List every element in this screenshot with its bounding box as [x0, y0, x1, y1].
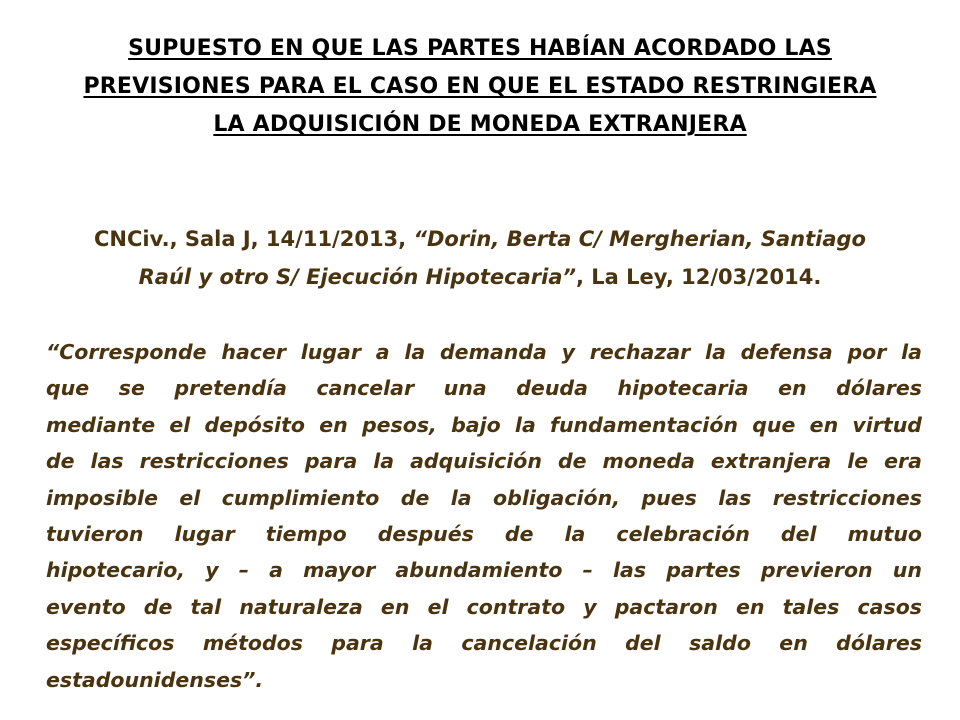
title-line-3: LA ADQUISICIÓN DE MONEDA EXTRANJERA	[213, 112, 747, 137]
ruling-quote	[46, 334, 922, 698]
quote-line-10: estadounidenses”.	[46, 667, 264, 692]
quote-line-2: que se pretendía cancelar una deuda hipotecaria en dólares	[46, 376, 922, 401]
citation-line-2	[40, 258, 920, 296]
quote-line-3: mediante el depósito en pesos, bajo la fundamentación que en virtud	[46, 412, 922, 437]
quote-line-7: hipotecario, y – a mayor abundamiento – las partes previeron un	[46, 558, 922, 583]
citation-court-date: CNCiv., Sala J, 14/11/2013,	[94, 227, 414, 251]
citation-source: , La Ley, 12/03/2014.	[576, 265, 822, 289]
citation-case-name-part-2: Raúl y otro S/ Ejecución Hipotecaria”	[138, 265, 577, 289]
title-line-1: SUPUESTO EN QUE LAS PARTES HABÍAN ACORDADO LAS	[128, 36, 832, 61]
quote-line-8: evento de tal naturaleza en el contrato y pactaron en tales casos	[46, 594, 922, 619]
citation-line-1	[40, 220, 920, 258]
citation-case-name-part-1: “Dorin, Berta C/ Mergherian, Santiago	[413, 227, 866, 251]
quote-line-9: específicos métodos para la cancelación del saldo en dólares	[46, 631, 922, 656]
case-citation	[40, 220, 920, 296]
quote-line-1: “Corresponde hacer lugar a la demanda y rechazar la defensa por la	[46, 340, 922, 364]
quote-line-6: tuvieron lugar tiempo después de la celebración del mutuo	[46, 522, 922, 547]
title-line-2: PREVISIONES PARA EL CASO EN QUE EL ESTADO RESTRINGIERA	[83, 74, 877, 99]
quote-line-4: de las restricciones para la adquisición de moneda extranjera le era	[46, 449, 922, 474]
slide-title	[40, 30, 920, 144]
quote-line-5: imposible el cumplimiento de la obligación, pues las restricciones	[46, 485, 922, 510]
